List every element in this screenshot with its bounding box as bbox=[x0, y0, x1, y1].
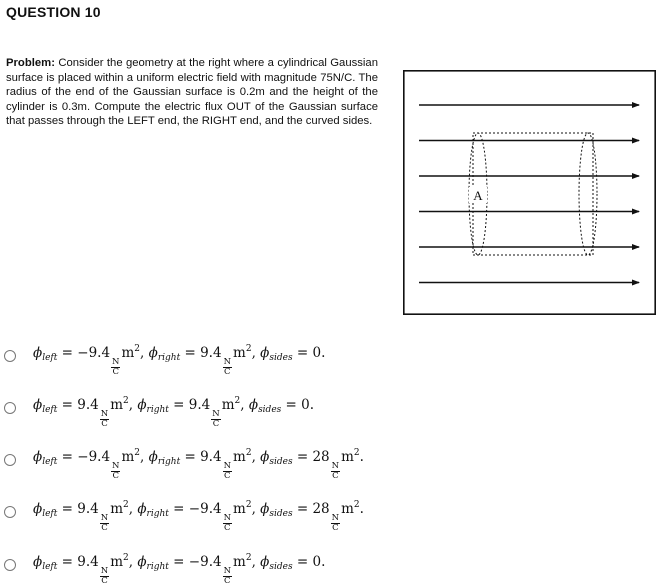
unit-fraction bbox=[331, 462, 340, 481]
unit-exponent: 2 bbox=[134, 447, 141, 458]
unit-numerator: N bbox=[112, 460, 120, 471]
flux-subscript: sides bbox=[258, 404, 282, 415]
unit-exponent: 2 bbox=[234, 395, 241, 406]
unit-exponent: 2 bbox=[123, 552, 129, 563]
problem-text: Consider the geometry at the right where a cylindrical Gaussian surface is placed within a uniform electric field with magnitude 75N/C. The radius of the end of the Gaussian surface is 0.2m and the height of the cylinder is 0.3m. Compute the electric flux OUT of the Gaussian surface that passes through the LEFT end, the RIGHT end, and the curved sides. bbox=[6, 57, 378, 128]
unit-fraction bbox=[100, 567, 109, 586]
answer-option[interactable] bbox=[4, 552, 326, 586]
unit-exponent: 2 bbox=[134, 343, 141, 354]
flux-subscript: left bbox=[42, 508, 58, 519]
left-flux-value: −9.4 bbox=[77, 344, 111, 361]
problem-label: Problem: bbox=[6, 57, 55, 69]
unit-meter: m bbox=[121, 344, 135, 361]
answer-option[interactable] bbox=[4, 395, 315, 429]
unit-meter: m bbox=[221, 396, 235, 413]
flux-subscript: right bbox=[157, 352, 181, 363]
flux-subscript: sides bbox=[269, 508, 293, 519]
unit-exponent: 2 bbox=[245, 447, 252, 458]
unit-exponent: 2 bbox=[123, 499, 129, 510]
unit-exponent: 2 bbox=[245, 343, 252, 354]
field-diagram bbox=[403, 70, 656, 315]
right-flux-value: −9.4 bbox=[188, 553, 222, 570]
sides-flux-value: 0 bbox=[312, 553, 322, 570]
unit-meter: m bbox=[341, 500, 354, 517]
unit-fraction bbox=[223, 567, 232, 586]
flux-subscript: right bbox=[157, 456, 181, 467]
unit-numerator: N bbox=[223, 565, 232, 576]
unit-fraction bbox=[111, 462, 120, 481]
unit-meter: m bbox=[233, 553, 246, 570]
unit-numerator: N bbox=[223, 512, 232, 523]
unit-fraction bbox=[211, 410, 220, 429]
unit-numerator: N bbox=[100, 408, 109, 419]
right-end-cap bbox=[579, 133, 597, 255]
radio-button[interactable] bbox=[4, 350, 16, 362]
unit-fraction bbox=[100, 514, 109, 533]
unit-denominator: C bbox=[224, 575, 231, 586]
unit-fraction bbox=[331, 514, 340, 533]
sides-flux-value: 0 bbox=[301, 396, 310, 413]
radio-button[interactable] bbox=[4, 454, 16, 466]
phi-symbol: ϕ bbox=[260, 344, 270, 361]
sides-flux-value: 28 bbox=[312, 448, 330, 465]
unit-meter: m bbox=[233, 500, 246, 517]
figure-frame bbox=[404, 71, 655, 314]
unit-numerator: N bbox=[100, 512, 109, 523]
unit-exponent: 2 bbox=[353, 447, 360, 458]
answer-equation: $\phi_{left} = 9.4$ $\frac{N}{C}$ $m^2$, $\phi_{right} = -9.4$ $\frac{N}{C}$ $m^2$, $\phi_{sides} = 0$. bbox=[33, 552, 326, 586]
flux-subscript: left bbox=[42, 561, 58, 572]
unit-exponent: 2 bbox=[245, 552, 252, 563]
unit-denominator: C bbox=[112, 366, 120, 377]
flux-subscript: sides bbox=[269, 456, 293, 467]
gaussian-cylinder-figure bbox=[403, 70, 656, 315]
unit-denominator: C bbox=[332, 522, 339, 533]
answer-equation: $\phi_{left} = 9.4$ $\frac{N}{C}$ $m^2$, $\phi_{right} = -9.4$ $\frac{N}{C}$ $m^2$, $\phi_{sides} = 28$ $\frac{N}{C}$ $m^2$. bbox=[33, 499, 364, 533]
flux-subscript: sides bbox=[269, 352, 293, 363]
phi-symbol: ϕ bbox=[33, 344, 43, 361]
answer-option[interactable] bbox=[4, 343, 326, 377]
problem-statement bbox=[6, 56, 378, 129]
question-title: QUESTION 10 bbox=[6, 4, 101, 20]
gaussian-cylinder bbox=[473, 133, 593, 255]
left-flux-value: 9.4 bbox=[77, 500, 99, 517]
flux-subscript: left bbox=[42, 352, 58, 363]
phi-symbol: ϕ bbox=[260, 500, 270, 517]
field-lines bbox=[419, 105, 639, 315]
phi-symbol: ϕ bbox=[33, 448, 43, 465]
right-flux-value: 9.4 bbox=[200, 344, 222, 361]
unit-denominator: C bbox=[112, 470, 120, 481]
unit-denominator: C bbox=[224, 522, 231, 533]
unit-fraction bbox=[223, 514, 232, 533]
flux-subscript: sides bbox=[269, 561, 293, 572]
right-flux-value: 9.4 bbox=[188, 396, 211, 413]
left-flux-value: 9.4 bbox=[77, 396, 99, 413]
unit-numerator: N bbox=[212, 408, 220, 419]
phi-symbol: ϕ bbox=[33, 396, 43, 413]
unit-meter: m bbox=[233, 448, 246, 465]
phi-symbol: ϕ bbox=[137, 553, 147, 570]
unit-meter: m bbox=[110, 396, 123, 413]
unit-meter: m bbox=[233, 344, 246, 361]
unit-denominator: C bbox=[212, 418, 220, 429]
unit-exponent: 2 bbox=[353, 499, 360, 510]
radio-button[interactable] bbox=[4, 402, 16, 414]
phi-symbol: ϕ bbox=[137, 396, 147, 413]
sides-flux-value: 0 bbox=[312, 344, 322, 361]
flux-subscript: right bbox=[146, 561, 169, 572]
phi-symbol: ϕ bbox=[137, 500, 147, 517]
flux-subscript: right bbox=[146, 404, 169, 415]
phi-symbol: ϕ bbox=[248, 396, 259, 413]
phi-symbol: ϕ bbox=[148, 344, 158, 361]
unit-fraction bbox=[223, 462, 232, 481]
answer-equation: $\phi_{left} = -9.4$ $\frac{N}{C}$ $m^2$, $\phi_{right} = 9.4$ $\frac{N}{C}$ $m^2$, $\phi_{sides} = 0$. bbox=[33, 343, 326, 377]
phi-symbol: ϕ bbox=[33, 553, 43, 570]
unit-meter: m bbox=[110, 553, 123, 570]
unit-fraction bbox=[100, 410, 109, 429]
unit-numerator: N bbox=[100, 565, 109, 576]
unit-denominator: C bbox=[101, 418, 108, 429]
unit-denominator: C bbox=[224, 366, 231, 377]
right-flux-value: 9.4 bbox=[200, 448, 222, 465]
flux-subscript: right bbox=[146, 508, 169, 519]
answer-equation: $\phi_{left} = -9.4$ $\frac{N}{C}$ $m^2$, $\phi_{right} = 9.4$ $\frac{N}{C}$ $m^2$, $\phi_{sides} = 28$ $\frac{N}{C}$ $m^2$. bbox=[33, 447, 364, 481]
area-label-a: A bbox=[473, 188, 483, 203]
unit-numerator: N bbox=[112, 356, 120, 367]
unit-numerator: N bbox=[223, 356, 232, 367]
unit-meter: m bbox=[110, 500, 123, 517]
left-flux-value: −9.4 bbox=[77, 448, 111, 465]
unit-meter: m bbox=[121, 448, 135, 465]
flux-subscript: left bbox=[42, 404, 58, 415]
answer-option[interactable] bbox=[4, 499, 364, 533]
unit-exponent: 2 bbox=[123, 395, 129, 406]
sides-flux-value: 28 bbox=[312, 500, 330, 517]
unit-numerator: N bbox=[331, 512, 340, 523]
phi-symbol: ϕ bbox=[33, 500, 43, 517]
unit-denominator: C bbox=[101, 575, 108, 586]
right-flux-value: −9.4 bbox=[188, 500, 222, 517]
unit-fraction bbox=[111, 358, 120, 377]
radio-button[interactable] bbox=[4, 559, 16, 571]
flux-subscript: left bbox=[42, 456, 58, 467]
unit-numerator: N bbox=[331, 460, 340, 471]
left-flux-value: 9.4 bbox=[77, 553, 99, 570]
phi-symbol: ϕ bbox=[260, 448, 270, 465]
radio-button[interactable] bbox=[4, 506, 16, 518]
answer-equation: $\phi_{left} = 9.4$ $\frac{N}{C}$ $m^2$, $\phi_{right} = 9.4$ $\frac{N}{C}$ $m^2$, $\phi_{sides} = 0$. bbox=[33, 395, 315, 429]
unit-denominator: C bbox=[332, 470, 339, 481]
unit-fraction bbox=[223, 358, 232, 377]
unit-meter: m bbox=[341, 448, 354, 465]
unit-denominator: C bbox=[101, 522, 108, 533]
phi-symbol: ϕ bbox=[148, 448, 158, 465]
unit-exponent: 2 bbox=[245, 499, 252, 510]
answer-option[interactable] bbox=[4, 447, 364, 481]
unit-denominator: C bbox=[224, 470, 231, 481]
unit-numerator: N bbox=[223, 460, 232, 471]
phi-symbol: ϕ bbox=[260, 553, 270, 570]
